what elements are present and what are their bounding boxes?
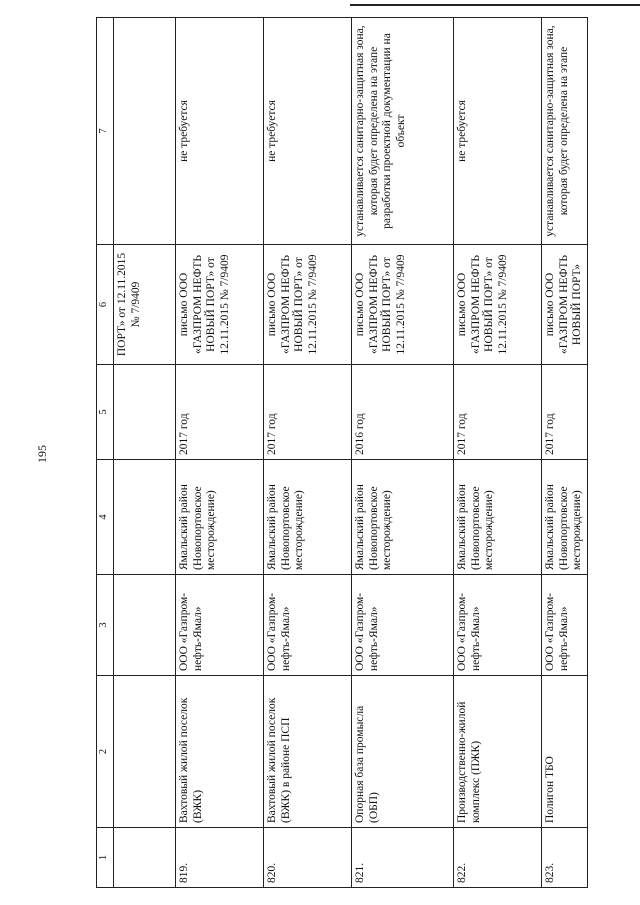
cell-name: Вахтовый жилой поселок (ВЖК) в районе ПСП [264,676,352,828]
column-index: 2 [97,676,114,828]
cell-num: 819. [176,828,264,888]
column-index: 5 [97,365,114,460]
cell-org: ООО «Газпром-нефть-Ямал» [542,575,588,676]
cell-year: 2017 год [454,365,542,460]
cell-num: 821. [352,828,454,888]
cell-org: ООО «Газпром-нефть-Ямал» [176,575,264,676]
cell-name: Опорная база промысла (ОБП) [352,676,454,828]
cell-year: 2017 год [176,365,264,460]
cell-document: письмо ООО «ГАЗПРОМ НЕФТЬ НОВЫЙ ПОРТ» от 12.11.2015 № 7/9409 [454,245,542,365]
cell-name: Полигон ТБО [542,676,588,828]
registry-table [96,17,588,888]
top-rule [350,4,640,6]
cell-note: не требуется [454,18,542,245]
cell-location: Ямальский район (Новопортовское месторождение) [352,460,454,575]
cell-num [114,828,176,888]
cell-name: Вахтовый жилой поселок (ВЖК) [176,676,264,828]
cell-location: Ямальский район (Новопортовское месторождение) [176,460,264,575]
cell-document: письмо ООО «ГАЗПРОМ НЕФТЬ НОВЫЙ ПОРТ» [542,245,588,365]
rotated-page [96,18,584,888]
cell-org [114,575,176,676]
cell-note: не требуется [264,18,352,245]
cell-org: ООО «Газпром-нефть-Ямал» [454,575,542,676]
cell-note [114,18,176,245]
cell-location: Ямальский район (Новопортовское месторождение) [264,460,352,575]
page-number: 195 [35,445,49,463]
column-index: 7 [97,18,114,245]
table-row [542,18,588,888]
cell-org: ООО «Газпром-нефть-Ямал» [264,575,352,676]
column-index: 4 [97,460,114,575]
carryover-row [114,18,176,888]
cell-year: 2017 год [264,365,352,460]
cell-year: 2016 год [352,365,454,460]
table-row [176,18,264,888]
cell-num: 822. [454,828,542,888]
table-row [264,18,352,888]
cell-document: письмо ООО «ГАЗПРОМ НЕФТЬ НОВЫЙ ПОРТ» от 12.11.2015 № 7/9409 [264,245,352,365]
cell-name [114,676,176,828]
cell-note: не требуется [176,18,264,245]
cell-num: 820. [264,828,352,888]
cell-year: 2017 год [542,365,588,460]
cell-name: Производственно-жилой комплекс (ПЖК) [454,676,542,828]
cell-location [114,460,176,575]
cell-document: ПОРТ» от 12.11.2015 № 7/9409 [114,245,176,365]
column-index: 6 [97,245,114,365]
cell-document: письмо ООО «ГАЗПРОМ НЕФТЬ НОВЫЙ ПОРТ» от 12.11.2015 № 7/9409 [352,245,454,365]
table-row [454,18,542,888]
column-index: 1 [97,828,114,888]
cell-location: Ямальский район (Новопортовское месторождение) [454,460,542,575]
cell-num: 823. [542,828,588,888]
column-index: 3 [97,575,114,676]
column-index-row [97,18,114,888]
cell-note: устанавливается санитарно-защитная зона, которая будет определена на этапе разработки проектной документации на объект [352,18,454,245]
cell-year [114,365,176,460]
cell-note: устанавливается санитарно-защитная зона, которая будет определена на этапе [542,18,588,245]
cell-org: ООО «Газпром-нефть-Ямал» [352,575,454,676]
cell-location: Ямальский район (Новопортовское месторождение) [542,460,588,575]
table-row [352,18,454,888]
cell-document: письмо ООО «ГАЗПРОМ НЕФТЬ НОВЫЙ ПОРТ» от 12.11.2015 № 7/9409 [176,245,264,365]
